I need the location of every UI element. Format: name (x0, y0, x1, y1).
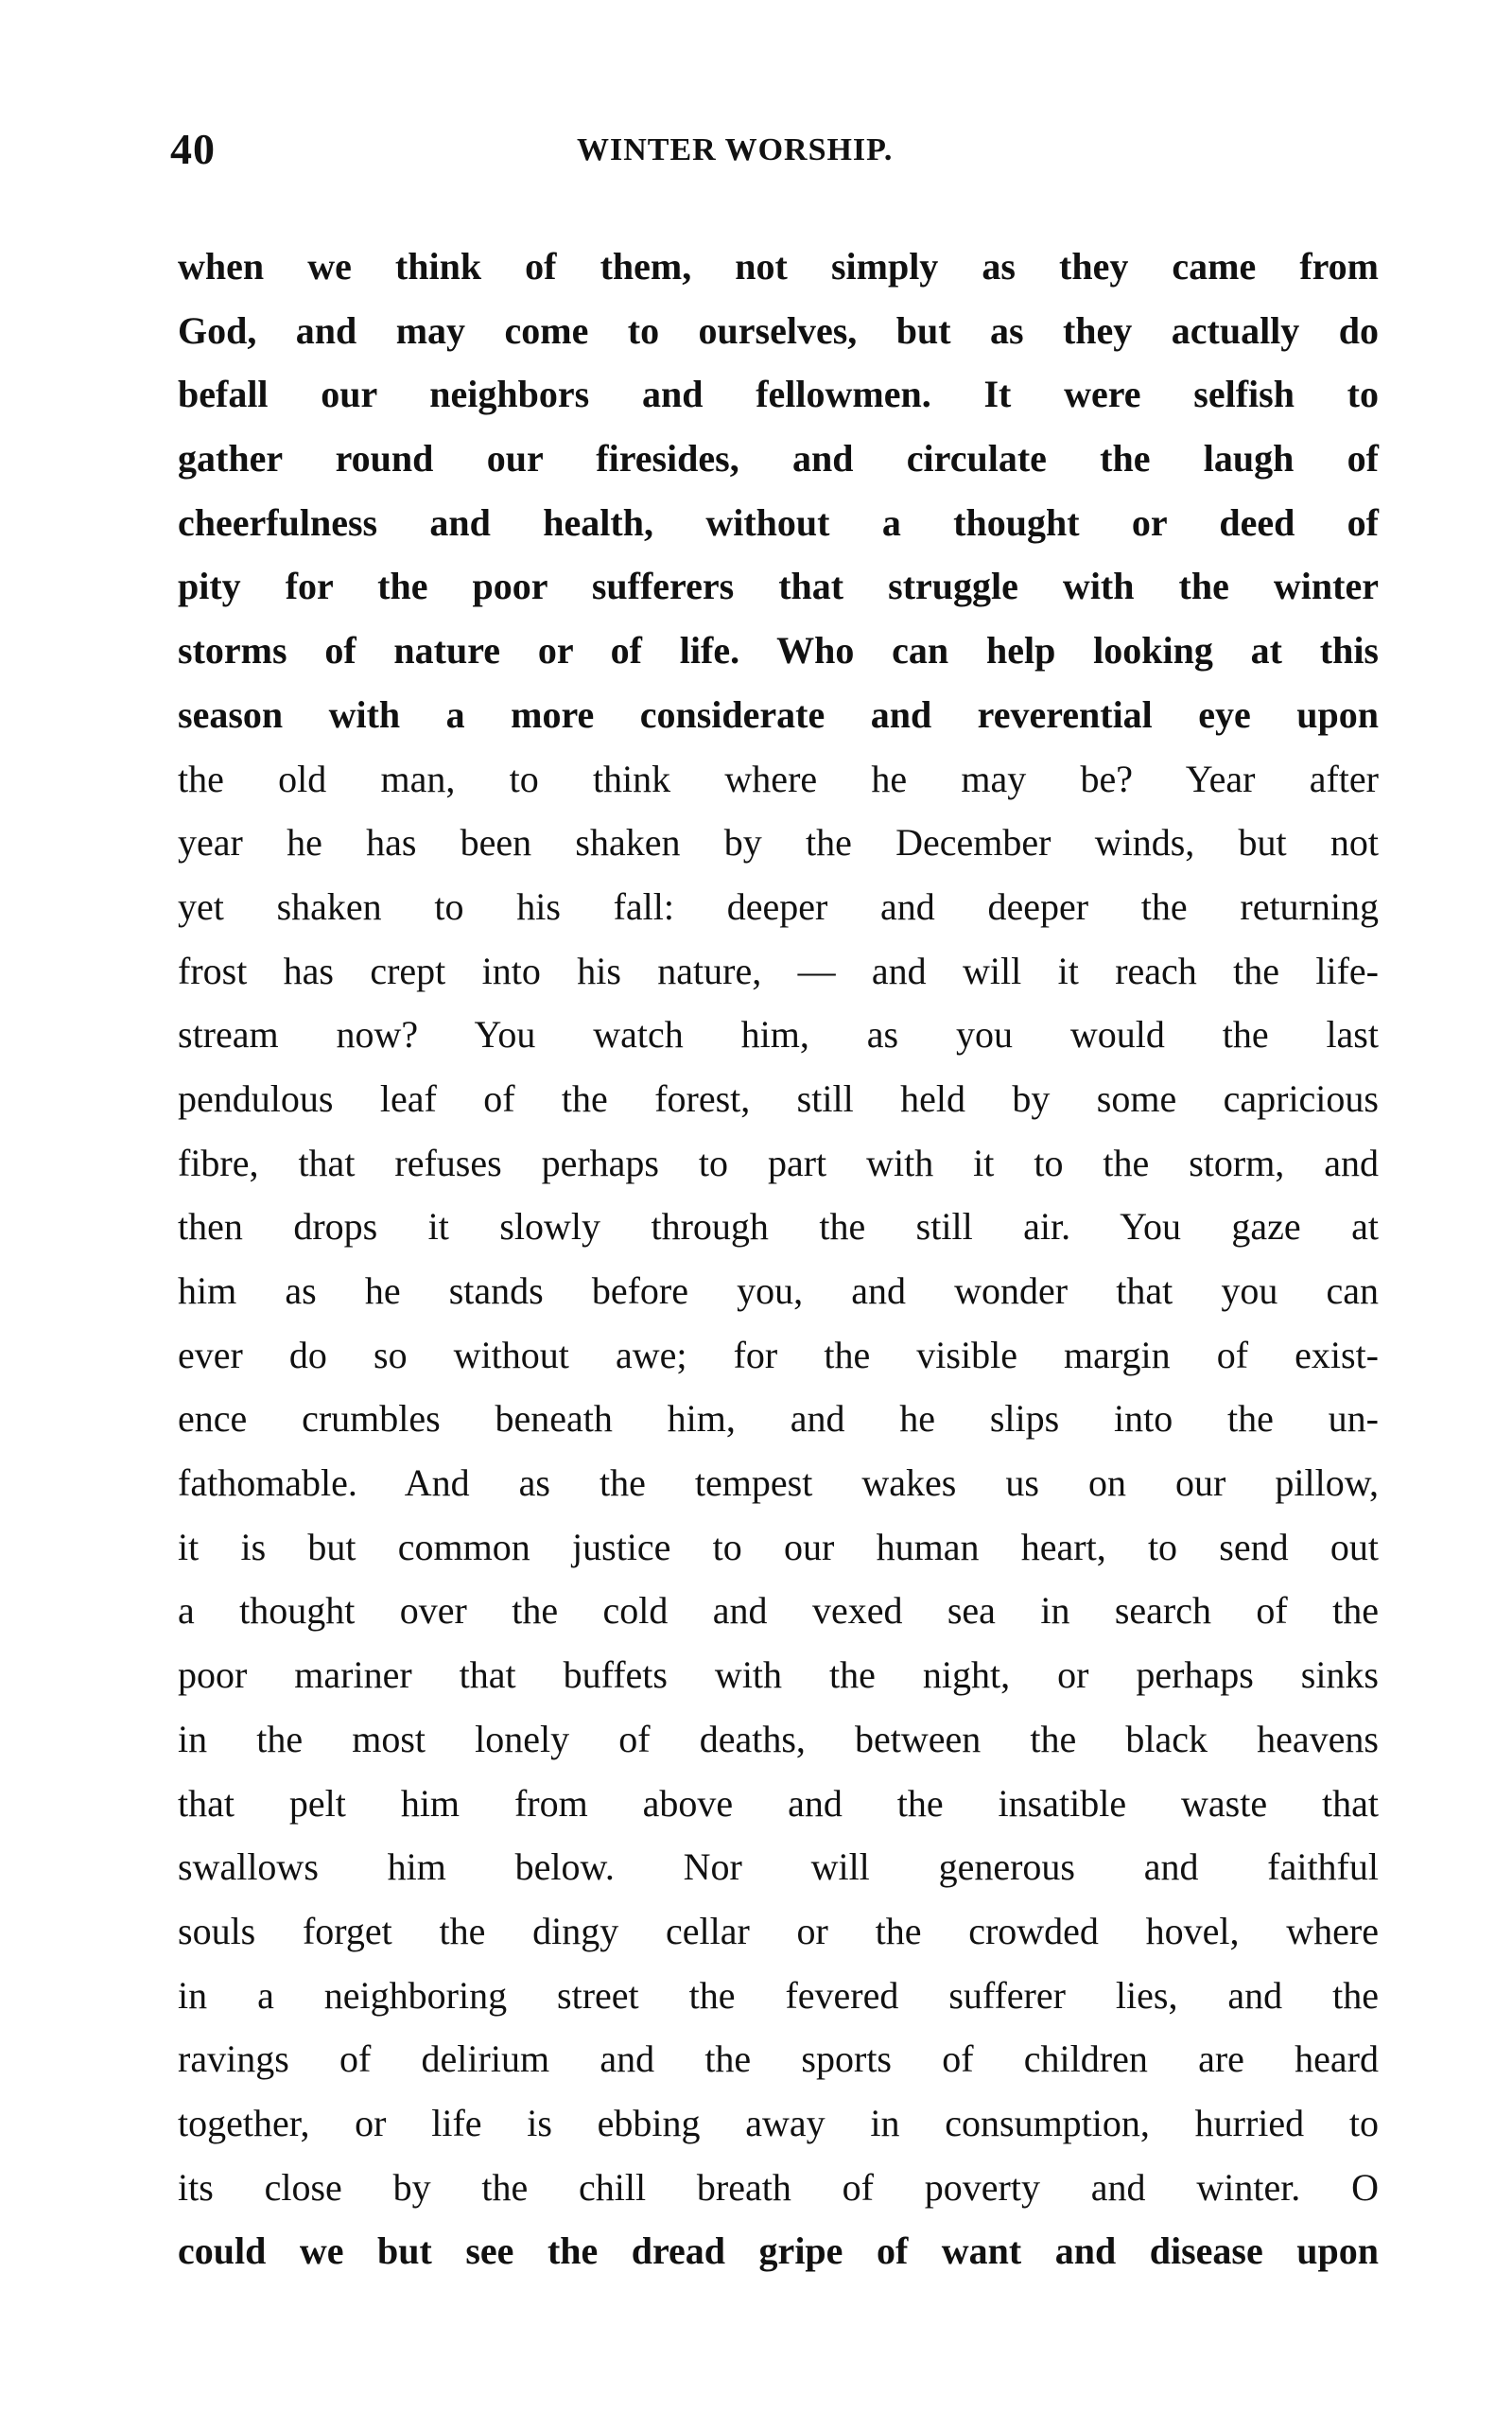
text-line: souls forget the dingy cellar or the crowded hovel, where (178, 1909, 1379, 1952)
text-line: ravings of delirium and the sports of children are heard (178, 2037, 1379, 2081)
body-text (178, 235, 1379, 2283)
text-line: befall our neighbors and fellowmen. It were selfish to (178, 373, 1379, 416)
text-line: fathomable. And as the tempest wakes us on our pillow, (178, 1461, 1379, 1505)
text-line: it is but common justice to our human heart, to send out (178, 1525, 1379, 1568)
text-line: fibre, that refuses perhaps to part with it to the storm, and (178, 1141, 1379, 1184)
text-line: stream now? You watch him, as you would the last (178, 1013, 1379, 1057)
running-title: WINTER WORSHIP. (577, 132, 894, 167)
text-line: frost has crept into his nature, — and will it reach the life- (178, 949, 1379, 992)
text-line: in a neighboring street the fevered sufferer lies, and the (178, 1973, 1379, 2017)
text-line: the old man, to think where he may be? Year after (178, 757, 1379, 800)
text-line: that pelt him from above and the insatible waste that (178, 1781, 1379, 1825)
text-line: yet shaken to his fall: deeper and deeper the returning (178, 884, 1379, 928)
text-line: when we think of them, not simply as they came from (178, 245, 1379, 288)
text-line: could we but see the dread gripe of want and disease upon (178, 2229, 1379, 2273)
text-line: pity for the poor sufferers that struggle with the winter (178, 565, 1379, 608)
text-line: together, or life is ebbing away in consumption, hurried to (178, 2101, 1379, 2144)
text-line: ever do so without awe; for the visible margin of exist- (178, 1333, 1379, 1376)
text-line: him as he stands before you, and wonder that you can (178, 1269, 1379, 1312)
text-line: season with a more considerate and reverential eye upon (178, 692, 1379, 736)
text-line: pendulous leaf of the forest, still held by some capricious (178, 1076, 1379, 1120)
running-head (170, 121, 1371, 178)
text-line: ence crumbles beneath him, and he slips into the un- (178, 1397, 1379, 1441)
text-line: in the most lonely of deaths, between the black heavens (178, 1717, 1379, 1760)
text-line: God, and may come to ourselves, but as they actually do (178, 308, 1379, 352)
text-line: its close by the chill breath of poverty and winter. O (178, 2165, 1379, 2209)
text-line: storms of nature or of life. Who can help looking at this (178, 629, 1379, 673)
text-line: poor mariner that buffets with the night, or perhaps sinks (178, 1653, 1379, 1697)
text-line: a thought over the cold and vexed sea in search of the (178, 1589, 1379, 1633)
page-number: 40 (170, 125, 216, 173)
text-line: year he has been shaken by the December winds, but not (178, 821, 1379, 865)
text-line: gather round our firesides, and circulate the laugh of (178, 437, 1379, 481)
text-line: swallows him below. Nor will generous and faithful (178, 1845, 1379, 1889)
text-line: then drops it slowly through the still air. You gaze at (178, 1205, 1379, 1249)
text-line: cheerfulness and health, without a thought or deed of (178, 500, 1379, 544)
